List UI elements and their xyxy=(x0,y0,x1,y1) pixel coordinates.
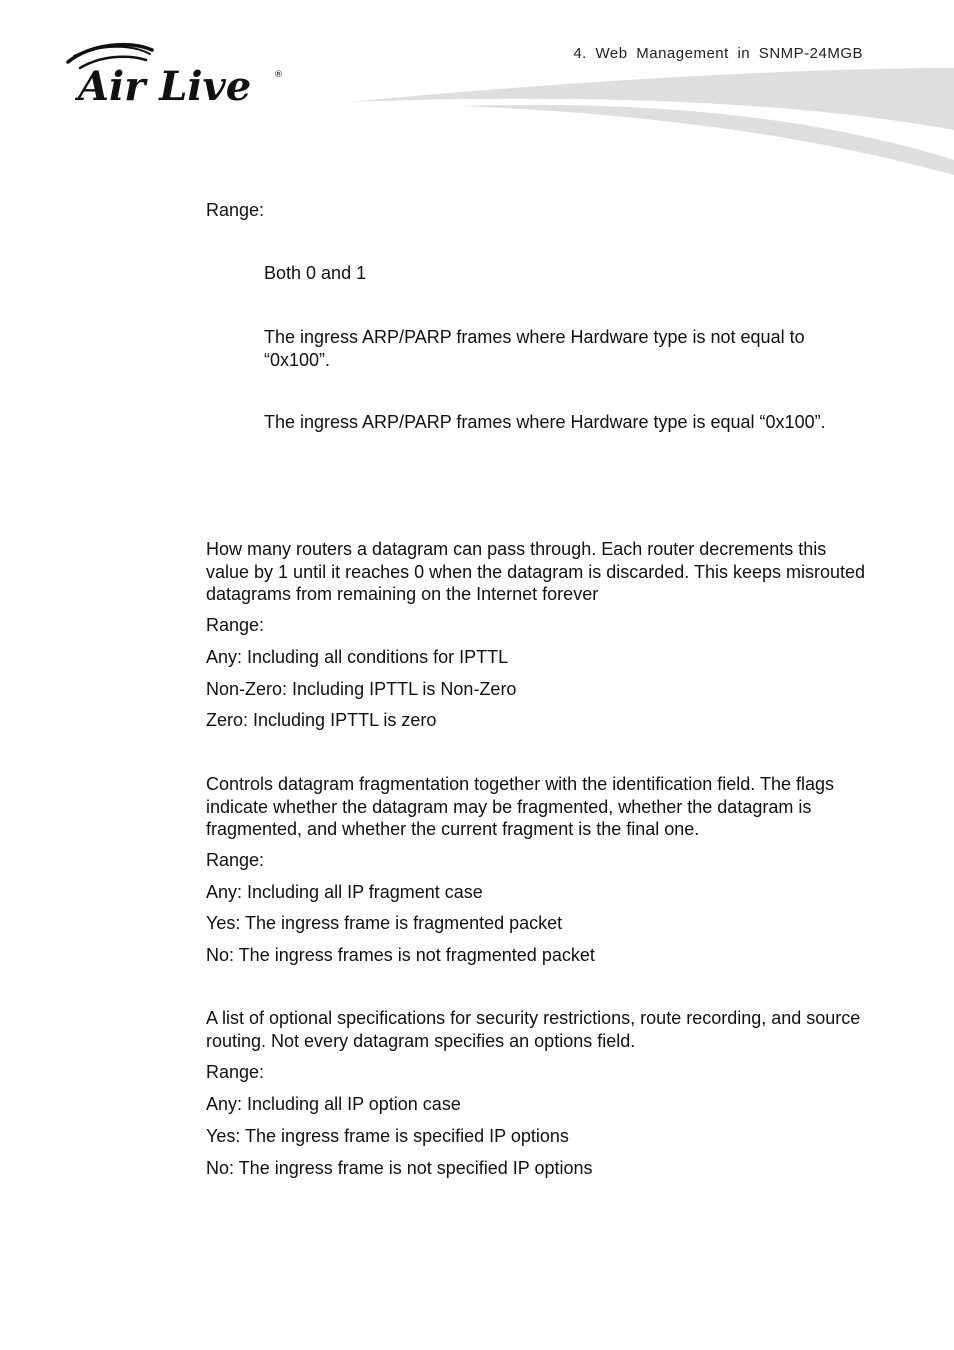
ip-fragment-description: Controls datagram fragmentation together with the identification field. The flags indicate whether the datagram may be fragmented, whether the datagram is fragmented, and whether the current fragment is the final one. xyxy=(206,774,835,839)
ip-option-option: Any: Including all IP option case xyxy=(206,1094,461,1114)
logo-text: Air Live xyxy=(78,63,252,110)
ipttl-option: Non-Zero: Including IPTTL is Non-Zero xyxy=(206,679,517,699)
arp-range-label: Range: xyxy=(206,200,265,220)
ip-option-description: A list of optional specifications for security restrictions, route recording, and source routing. Not every datagram specifies an options field. xyxy=(206,1008,861,1051)
ip-option-range-label: Range: xyxy=(206,1062,265,1082)
ipttl-option: Zero: Including IPTTL is zero xyxy=(206,710,437,730)
ipttl-option: Any: Including all conditions for IPTTL xyxy=(206,647,509,667)
header-swoosh-graphic xyxy=(340,60,954,190)
ip-fragment-option: No: The ingress frames is not fragmented packet xyxy=(206,945,595,965)
ip-fragment-range-label: Range: xyxy=(206,850,265,870)
ipttl-description: How many routers a datagram can pass through. Each router decrements this value by 1 until it reaches 0 when the datagram is discarded. This keeps misrouted datagrams from remaining on the Internet forever xyxy=(206,539,866,604)
ip-option-option: Yes: The ingress frame is specified IP options xyxy=(206,1126,569,1146)
arp-range-item: The ingress ARP/PARP frames where Hardware type is not equal to “0x100”. xyxy=(264,327,805,370)
ipttl-range-label: Range: xyxy=(206,615,265,635)
airlive-logo xyxy=(60,40,290,110)
ip-option-option: No: The ingress frame is not specified IP options xyxy=(206,1158,593,1178)
ip-fragment-option: Any: Including all IP fragment case xyxy=(206,882,483,902)
arp-range-item: Both 0 and 1 xyxy=(264,263,367,283)
arp-range-item: The ingress ARP/PARP frames where Hardware type is equal “0x100”. xyxy=(264,412,826,432)
registered-mark: ® xyxy=(274,70,283,80)
section-title: 4. Web Management in SNMP-24MGB xyxy=(573,45,863,62)
ip-fragment-option: Yes: The ingress frame is fragmented packet xyxy=(206,913,563,933)
